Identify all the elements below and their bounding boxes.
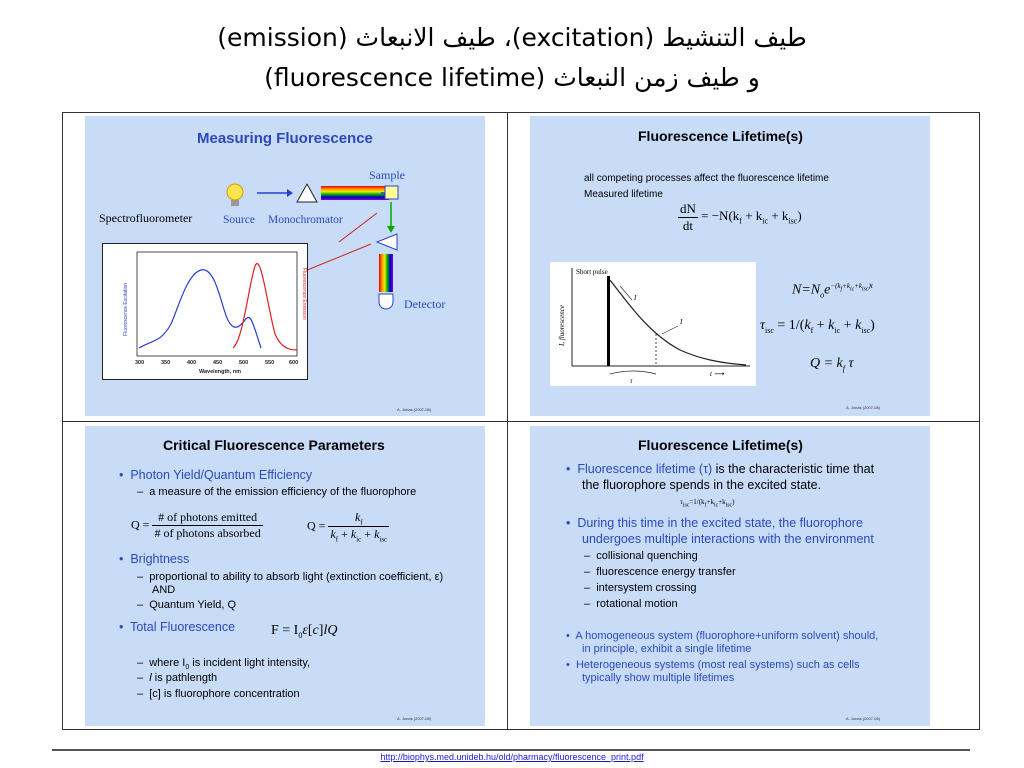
tau-symbol: τ <box>680 498 683 506</box>
slide-heading: Fluorescence Lifetime(s) <box>638 437 803 453</box>
source-label: Source <box>223 214 255 226</box>
slide-heading: Critical Fluorescence Parameters <box>163 437 385 453</box>
q-eq-main: Q = k <box>810 356 843 371</box>
slide-credit: A. Jonas (2007-08) <box>846 716 881 721</box>
tick-label: 500 <box>239 360 249 366</box>
eq-rhs: = $-N(k_f + k_{ic} + k_{isc})$ <box>701 208 802 227</box>
time-axis-label: t ⟶ <box>710 370 724 378</box>
tick-label: 550 <box>265 360 275 366</box>
sub-bullet-text-2: is incident light intensity, <box>192 657 311 669</box>
decay-plot-svg <box>550 262 756 386</box>
slide-measuring-fluorescence <box>85 116 485 416</box>
plot-ylabel-right: Fluorescence Emission <box>301 268 307 320</box>
decay-curve <box>610 280 746 365</box>
slide-credit: A. Jonas (2007-08) <box>846 405 881 410</box>
n-eq-main: N=N <box>792 282 821 298</box>
sub-bullet: – fluorescence energy transfer <box>584 566 736 578</box>
slide-credit: A. Jonas (2007-08) <box>397 407 432 412</box>
f-eq-main: F = I <box>271 623 299 638</box>
detector-icon <box>379 294 393 309</box>
bullet-photon-yield: • Photon Yield/Quantum Efficiency <box>119 468 313 482</box>
bullet-excited-state: • During this time in the excited state, the fluorophore <box>566 516 863 530</box>
sub-bullet: – rotational motion <box>584 598 678 610</box>
tau-equation: $\tau_{isc} = 1/(k_f + k_{ic} + k_{isc})$ <box>760 318 875 335</box>
bullet-text-highlight: Fluorescence lifetime (τ) <box>577 462 713 476</box>
excitation-curve <box>139 270 261 348</box>
arrowhead-icon <box>287 189 293 197</box>
bullet-text: Total Fluorescence <box>130 620 236 634</box>
sub-bullet-text: rotational motion <box>596 598 678 610</box>
bullet-text: A homogeneous system (fluorophore+uniform solvent) should, <box>575 630 879 642</box>
sub-bullet: – Quantum Yield, Q <box>137 599 237 611</box>
bullet-line-2: in principle, exhibit a single lifetime <box>582 643 752 655</box>
bullet-line-2: undergoes multiple interactions with the environment <box>582 532 874 546</box>
sub-bullet-text: proportional to ability to absorb light (extinction coefficient, ε) <box>149 571 444 583</box>
small-tau-equation: $\tau_{isc}=1/(k_f+k_{ic}+k_{isc})$ <box>680 498 735 509</box>
page-title <box>0 18 1024 98</box>
sub-bullet-text: Quantum Yield, Q <box>149 599 237 611</box>
grid-divider-horizontal <box>62 421 980 422</box>
sub-bullet: – intersystem crossing <box>584 582 697 594</box>
tick-label: 400 <box>187 360 197 366</box>
bullet-heterogeneous: • Heterogeneous systems (most real systems) such as cells <box>566 659 860 671</box>
decay-plot <box>550 262 756 386</box>
sub-bullet: – a measure of the emission efficiency of the fluorophore <box>137 486 417 498</box>
lifetime-text-1: all competing processes affect the fluorescence lifetime <box>584 173 829 184</box>
spectrum-band <box>321 186 389 200</box>
source-link[interactable]: http://biophys.med.unideb.hu/old/pharmacy/fluorescence_print.pdf <box>380 752 644 762</box>
arrowhead-down-icon <box>387 226 395 233</box>
spectrum-plot-svg <box>103 244 307 379</box>
imax-label: I <box>634 294 637 302</box>
q-equation: $Q = k_f$ τ <box>810 356 854 373</box>
detector-label: Detector <box>404 297 446 311</box>
slide-fluorescence-lifetimes-1 <box>530 116 930 416</box>
pathlength-symbol: l <box>149 672 152 684</box>
sample-cuvette-icon <box>385 186 398 199</box>
lifetime-text-2: Measured lifetime <box>584 189 663 200</box>
sub-bullet: – [c] is fluorophore concentration <box>137 688 300 700</box>
sub-bullet: – where $I_0$ is incident light intensity, <box>137 657 311 672</box>
tau-label: τ <box>630 377 633 385</box>
pointer-line-1 <box>339 213 377 242</box>
sub-bullet-text: where I <box>149 657 186 669</box>
sub-bullet: – l is pathlength <box>137 672 218 684</box>
sub-bullet: – collisional quenching <box>584 550 698 562</box>
tick-label: 600 <box>289 360 299 366</box>
n-equation: $N=N_oe^{-(k_f+k_{ic}+k_{isc})t}$ <box>792 282 873 300</box>
bullet-text: During this time in the excited state, the fluorophore <box>577 516 863 530</box>
total-fluorescence-equation: $F = I_0\varepsilon[c]lQ$ <box>271 623 338 640</box>
rate-equation <box>678 201 802 234</box>
quantum-yield-equation-1: Q = $\frac{\text{\# of photons emitted}}{\text{\# of photons absorbed}}$ <box>131 510 261 540</box>
spectrum-plot <box>102 243 308 380</box>
slide-credit: A. Jonas (2007-08) <box>397 716 432 721</box>
bullet-text: is the characteristic time that <box>715 462 875 476</box>
sub-bullet-text: a measure of the emission efficiency of the fluorophore <box>149 486 417 498</box>
bullet-line-2: the fluorophore spends in the excited state. <box>582 478 822 492</box>
bullet-brightness: • Brightness <box>119 552 190 566</box>
sub-bullet-text: intersystem crossing <box>596 582 697 594</box>
bullet-total-fluorescence: • Total Fluorescence <box>119 620 236 634</box>
sub-bullet-text: collisional quenching <box>596 550 698 562</box>
sub-bullet-text: is pathlength <box>154 672 218 684</box>
tick-label: 350 <box>161 360 171 366</box>
quantum-yield-equation-2: Q = $\frac{k_f}{k_f + k_{ic} + k_{isc}}$ <box>307 510 388 544</box>
bullet-text: Brightness <box>130 552 190 566</box>
decay-ylabel: I, fluorescence <box>558 305 566 346</box>
footer-divider <box>52 749 970 751</box>
tick-label: 300 <box>135 360 145 366</box>
short-pulse-bar <box>607 276 610 366</box>
slide-heading: Measuring Fluorescence <box>197 130 373 147</box>
title-line-1: طيف التنشيط (excitation)، طيف الانبعاث (emission) <box>217 23 807 52</box>
eq-denominator: # of photons absorbed <box>154 526 261 540</box>
bulb-icon <box>227 184 243 206</box>
sample-label: Sample <box>369 168 405 182</box>
plot-xlabel: Wavelength, nm <box>199 369 241 375</box>
slide-critical-parameters <box>85 426 485 726</box>
eq-numerator: # of photons emitted <box>152 510 262 526</box>
emission-curve <box>233 264 297 350</box>
spectrum-band-vertical <box>379 254 393 292</box>
prism-2-icon <box>377 234 397 250</box>
slide-heading: Fluorescence Lifetime(s) <box>638 128 803 144</box>
eq-denominator: dt <box>682 218 693 233</box>
eq-numerator: dN <box>680 201 696 216</box>
bullet-lifetime: • Fluorescence lifetime (τ) is the characteristic time that <box>566 462 875 476</box>
imax-e-label: I <box>680 318 683 326</box>
bullet-text: Photon Yield/Quantum Efficiency <box>130 468 313 482</box>
spectrofluorometer-label: Spectrofluorometer <box>99 211 193 225</box>
plot-ylabel-left: Fluorescence Excitation <box>123 282 129 336</box>
bullet-homogeneous: • A homogeneous system (fluorophore+uniform solvent) should, <box>566 630 879 642</box>
bullet-line-2: typically show multiple lifetimes <box>582 672 735 684</box>
sub-bullet-text: fluorescence energy transfer <box>596 566 736 578</box>
sub-bullet-and: AND <box>152 584 176 596</box>
slide-fluorescence-lifetimes-2 <box>530 426 930 726</box>
tick-label: 450 <box>213 360 223 366</box>
bullet-text: Heterogeneous systems (most real systems) such as cells <box>575 659 860 671</box>
monochromator-label: Monochromator <box>268 214 343 226</box>
title-line-2: و طيف زمن النبعاث (fluorescence lifetime) <box>264 63 760 92</box>
sub-bullet: – proportional to ability to absorb light (extinction coefficient, ε) <box>137 571 444 583</box>
sub-bullet-text: [c] is fluorophore concentration <box>149 688 300 700</box>
prism-icon <box>297 184 317 202</box>
eq-rhs-main: = −N(k <box>701 208 740 224</box>
short-pulse-label: Short pulse <box>576 268 608 276</box>
